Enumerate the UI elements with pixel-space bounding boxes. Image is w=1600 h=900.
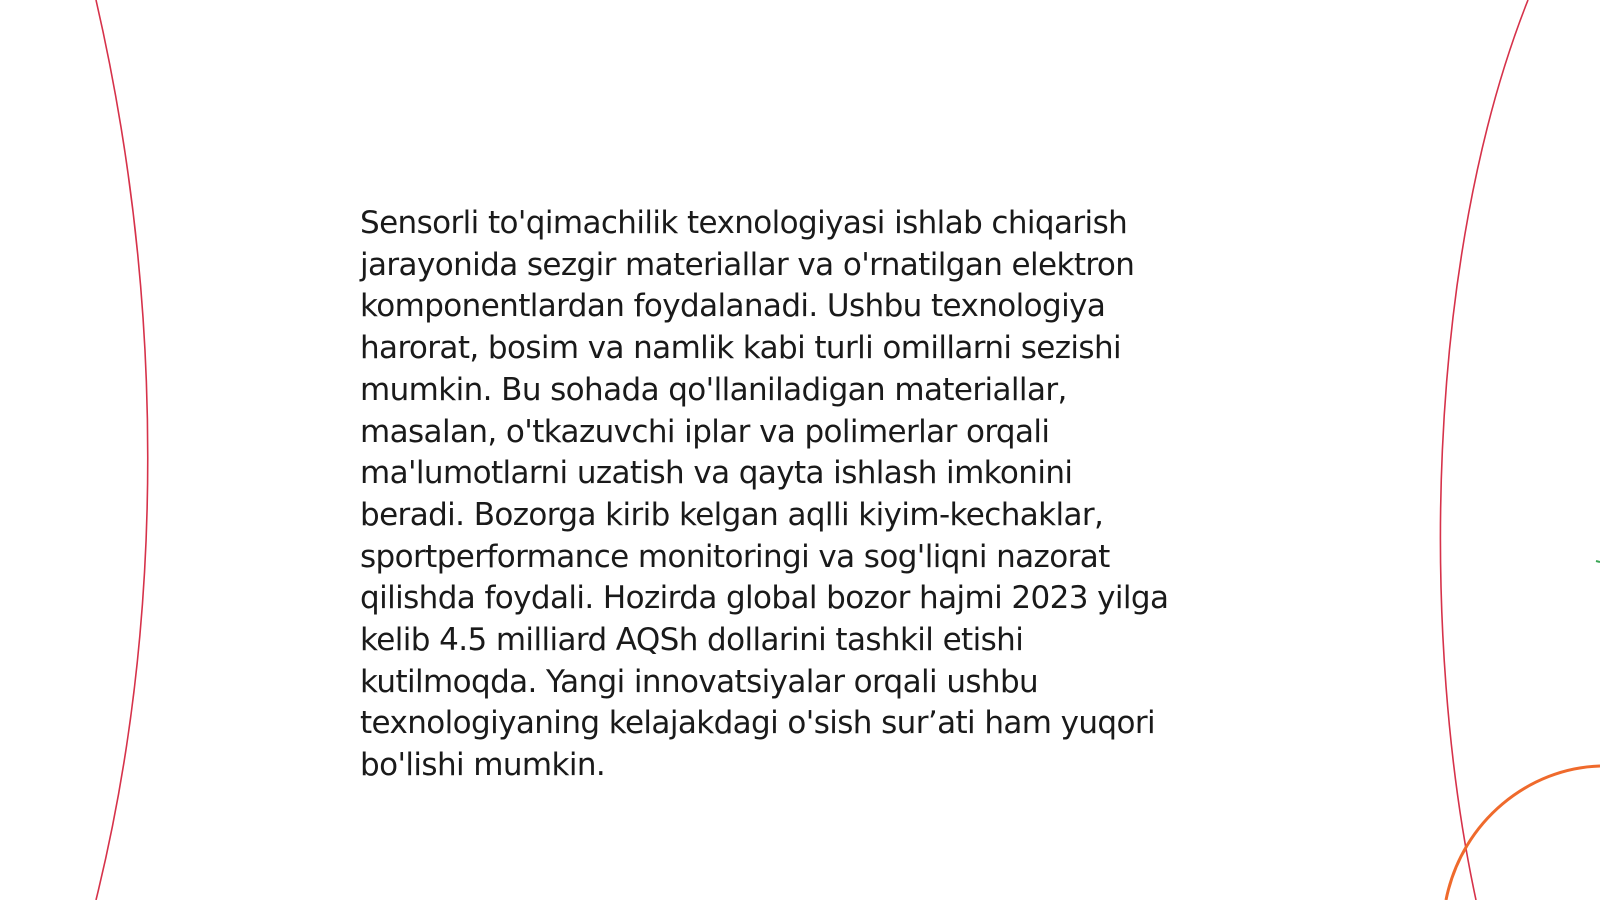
- body-paragraph: Sensorli to'qimachilik texnologiyasi ishlab chiqarish jarayonida sezgir materiallar va o'rnatilgan elektron komponentlardan foydalanadi. Ushbu texnologiya harorat, bosim va namlik kabi turli omillarni sezishi mumkin. Bu sohada qo'llaniladigan materiallar, masalan, o'tkazuvchi iplar va polimerlar orqali ma'lumotlarni uzatish va qayta ishlash imkonini beradi. Bozorga kirib kelgan aqlli kiyim-kechaklar, sportperformance monitoringi va sog'liqni nazorat qilishda foydali. Hozirda global bozor hajmi 2023 yilga kelib 4.5 milliard AQSh dollarini tashkil etishi kutilmoqda. Yangi innovatsiyalar orqali ushbu texnologiyaning kelajakdagi o'sish sur’ati ham yuqori bo'lishi mumkin.: [360, 205, 1169, 784]
- orange-arc: [1446, 766, 1600, 900]
- green-mark: [1596, 561, 1600, 562]
- left-curve-line: [96, 0, 148, 900]
- right-curve-line: [1440, 0, 1528, 900]
